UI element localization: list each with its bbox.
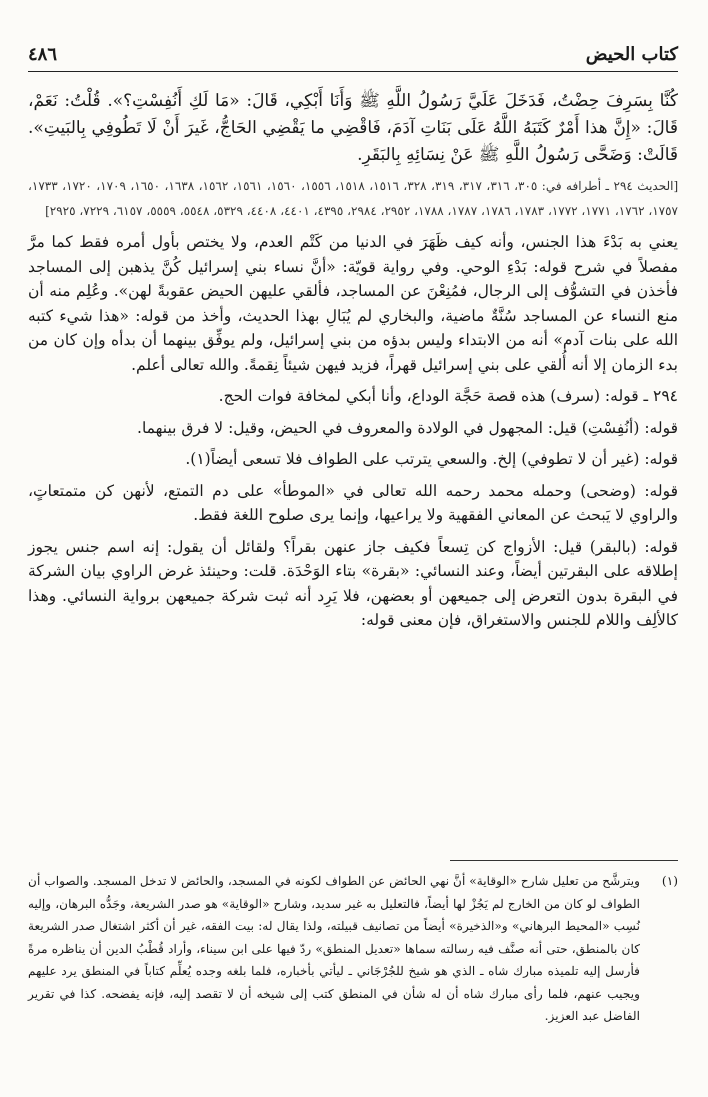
footnote-marker: (١) bbox=[661, 874, 678, 888]
commentary-paragraph: قوله: (غير أن لا تطوفي) إلخ. والسعي يترتب على الطواف فلا تسعى أيضاً(١). bbox=[185, 450, 678, 468]
footnote bbox=[28, 870, 678, 1028]
page-number: ٤٨٦ bbox=[28, 44, 58, 65]
commentary-paragraph: قوله: (بالبقر) قيل: الأزواج كن تِسعاً فكيف جاز عنهن بقراً؟ ولقائل أن يقول: إنه اسم جنس يجوز إطلاقه على البقرتين أيضاً، وعند النسائي: «بقرة» بتاء الوَحْدَة. قلت: وحينئذ غرض الراوي بيان الشركة في البقرة بدون التعرض إلى جميعهن أو بعضهن، فلا يَرِد أنه ثبت شركة جميعهن برواية النسائي. وهذا كالألِف واللام للجنس والاستغراق، فإن معنى قوله: bbox=[28, 537, 678, 629]
footnote-separator bbox=[450, 860, 678, 861]
commentary-paragraph: قوله: (وضحى) وحمله محمد رحمه الله تعالى في «الموطأ» على دم التمتع، لأنهن كن متمتعاتٍ، والراوي لا يَبحث عن المعاني الفقهية ولا يراعيها، وإنما يرى صلوح اللغة فقط. bbox=[28, 481, 678, 524]
hadith-text: كُنَّا بِسَرِفَ حِضْتُ، فَدَخَلَ عَلَيَّ رَسُولُ اللَّهِ ﷺ وَأَنَا أَبْكِي، قَالَ: «مَا لَكِ أَنُفِسْتِ؟». قُلْتُ: نَعَمْ، قَالَ: «إِنَّ هذا أَمْرٌ كَتَبَهُ اللَّهُ عَلَى بَنَاتِ آدَمَ، فَاقْضِي ما يَقْضِي الحَاجُّ، غَيرَ أَنْ لَا تَطُوفِي بِالبَيتِ». قَالَتْ: وَضَحَّى رَسُولُ اللَّهِ ﷺ عَنْ نِسَائِهِ بِالبَقَرِ. bbox=[28, 91, 678, 165]
page-header bbox=[28, 44, 678, 72]
chapter-title: كتاب الحيض bbox=[585, 44, 678, 65]
hadith-references: [الحديث ٢٩٤ ـ أطرافه في: ٣٠٥، ٣١٦، ٣١٧، ٣١٩، ٣٢٨، ١٥١٦، ١٥١٨، ١٥٥٦، ١٥٦٠، ١٥٦١، ١٥٦٢، ١٦٣٨، ١٦٥٠، ١٧٠٩، ١٧٢٠، ١٧٣٣، ١٧٥٧، ١٧٦٢، ١٧٧١، ١٧٧٢، ١٧٨٣، ١٧٨٦، ١٧٨٧، ١٧٨٨، ٢٩٥٢، ٢٩٨٤، ٤٣٩٥، ٤٤٠١، ٤٤٠٨، ٥٣٢٩، ٥٥٤٨، ٥٥٥٩، ٦١٥٧، ٧٢٢٩، ٢٩٢٥] bbox=[28, 179, 679, 218]
commentary-paragraph: ٢٩٤ ـ قوله: (سرف) هذه قصة حَجَّة الوداع، وأنا أبكي لمخافة فوات الحج. bbox=[218, 387, 678, 405]
main-text bbox=[28, 88, 678, 640]
commentary-paragraph: يعني به بَدْءَ هذا الجنس، وأنه كيف ظَهَرَ في الدنيا من كَتْم العدم، ولا يختص بأول أمره فقط كما مرَّ مفصلاً في شرح قوله: بَدْءِ الوحي. وفي رواية قويّة: «أنَّ نساء بني إسرائيل كُنَّ يذهبن إلى المساجد فأخذن في التشوُّف إلى الرجال، فمُنِعْنَ عن المساجد، فألقي عليهن الحيض عقوبةً لهن». وعُلِم منه أن منع النساء عن المساجد سُنَّةٌ ماضية، والبخاري لم يُبَالِ بهذا الحديث، وأخذ من قوله: «هذا شيء كتبه الله على بنات آدم» أنه من الابتداء وليس بدؤه من بني إسرائيل، ولم يوفِّق بينهما أن بدأه وإن كان من بدء الزمان إلا أنه أُلقي على بني إسرائيل قهراً، فزيد فيهن شيئاً نِقمةً. والله تعالى أعلم. bbox=[28, 233, 678, 374]
commentary-paragraph: قوله: (أنُفِسْتِ) قيل: المجهول في الولادة والمعروف في الحيض، وقيل: لا فرق بينهما. bbox=[137, 418, 678, 437]
footnote-text: ويترشَّح من تعليل شارح «الوقاية» أنَّ نهي الحائض عن الطواف لكونه في المسجد، والحائض لا تدخل المسجد. والصواب أن الطواف لو كان من الخارج لم يَجُزْ لها أيضاً، فالتعليل به غير سديد، وشارح «الوقاية» هو صدر الشريعة، وجَدُّه البرهان، وإليه نُسِب «المحيط البرهاني» و«الذخيرة» أيضاً من تصانيف قبيلته، ولذا يقال له: بيت الفقه، غير أن أكثر اشتغال صدر الشريعة كان بالمنطق، حتى أنه صنَّف فيه رسالته سماها «تعديل المنطق» ردّ فيها على ابن سيناء، وأراد قُطْبُ الدين أن يناظره مرةً فأرسل إليه تلميذه مبارك شاه ـ الذي هو شيخ للجُرْجَاني ـ ليأتي بأخباره، فلما بلغه وجده يُعلِّم كتاباً في المنطق يرد عليهم ويجيب عنهم، فلما رأى مبارك شاه أن له شأن في المنطق كتب إلى شيخه أن لا تقصد إليه، فإنه يفضحه. كذا في تقرير الفاضل عبد العزيز. bbox=[28, 874, 640, 1023]
